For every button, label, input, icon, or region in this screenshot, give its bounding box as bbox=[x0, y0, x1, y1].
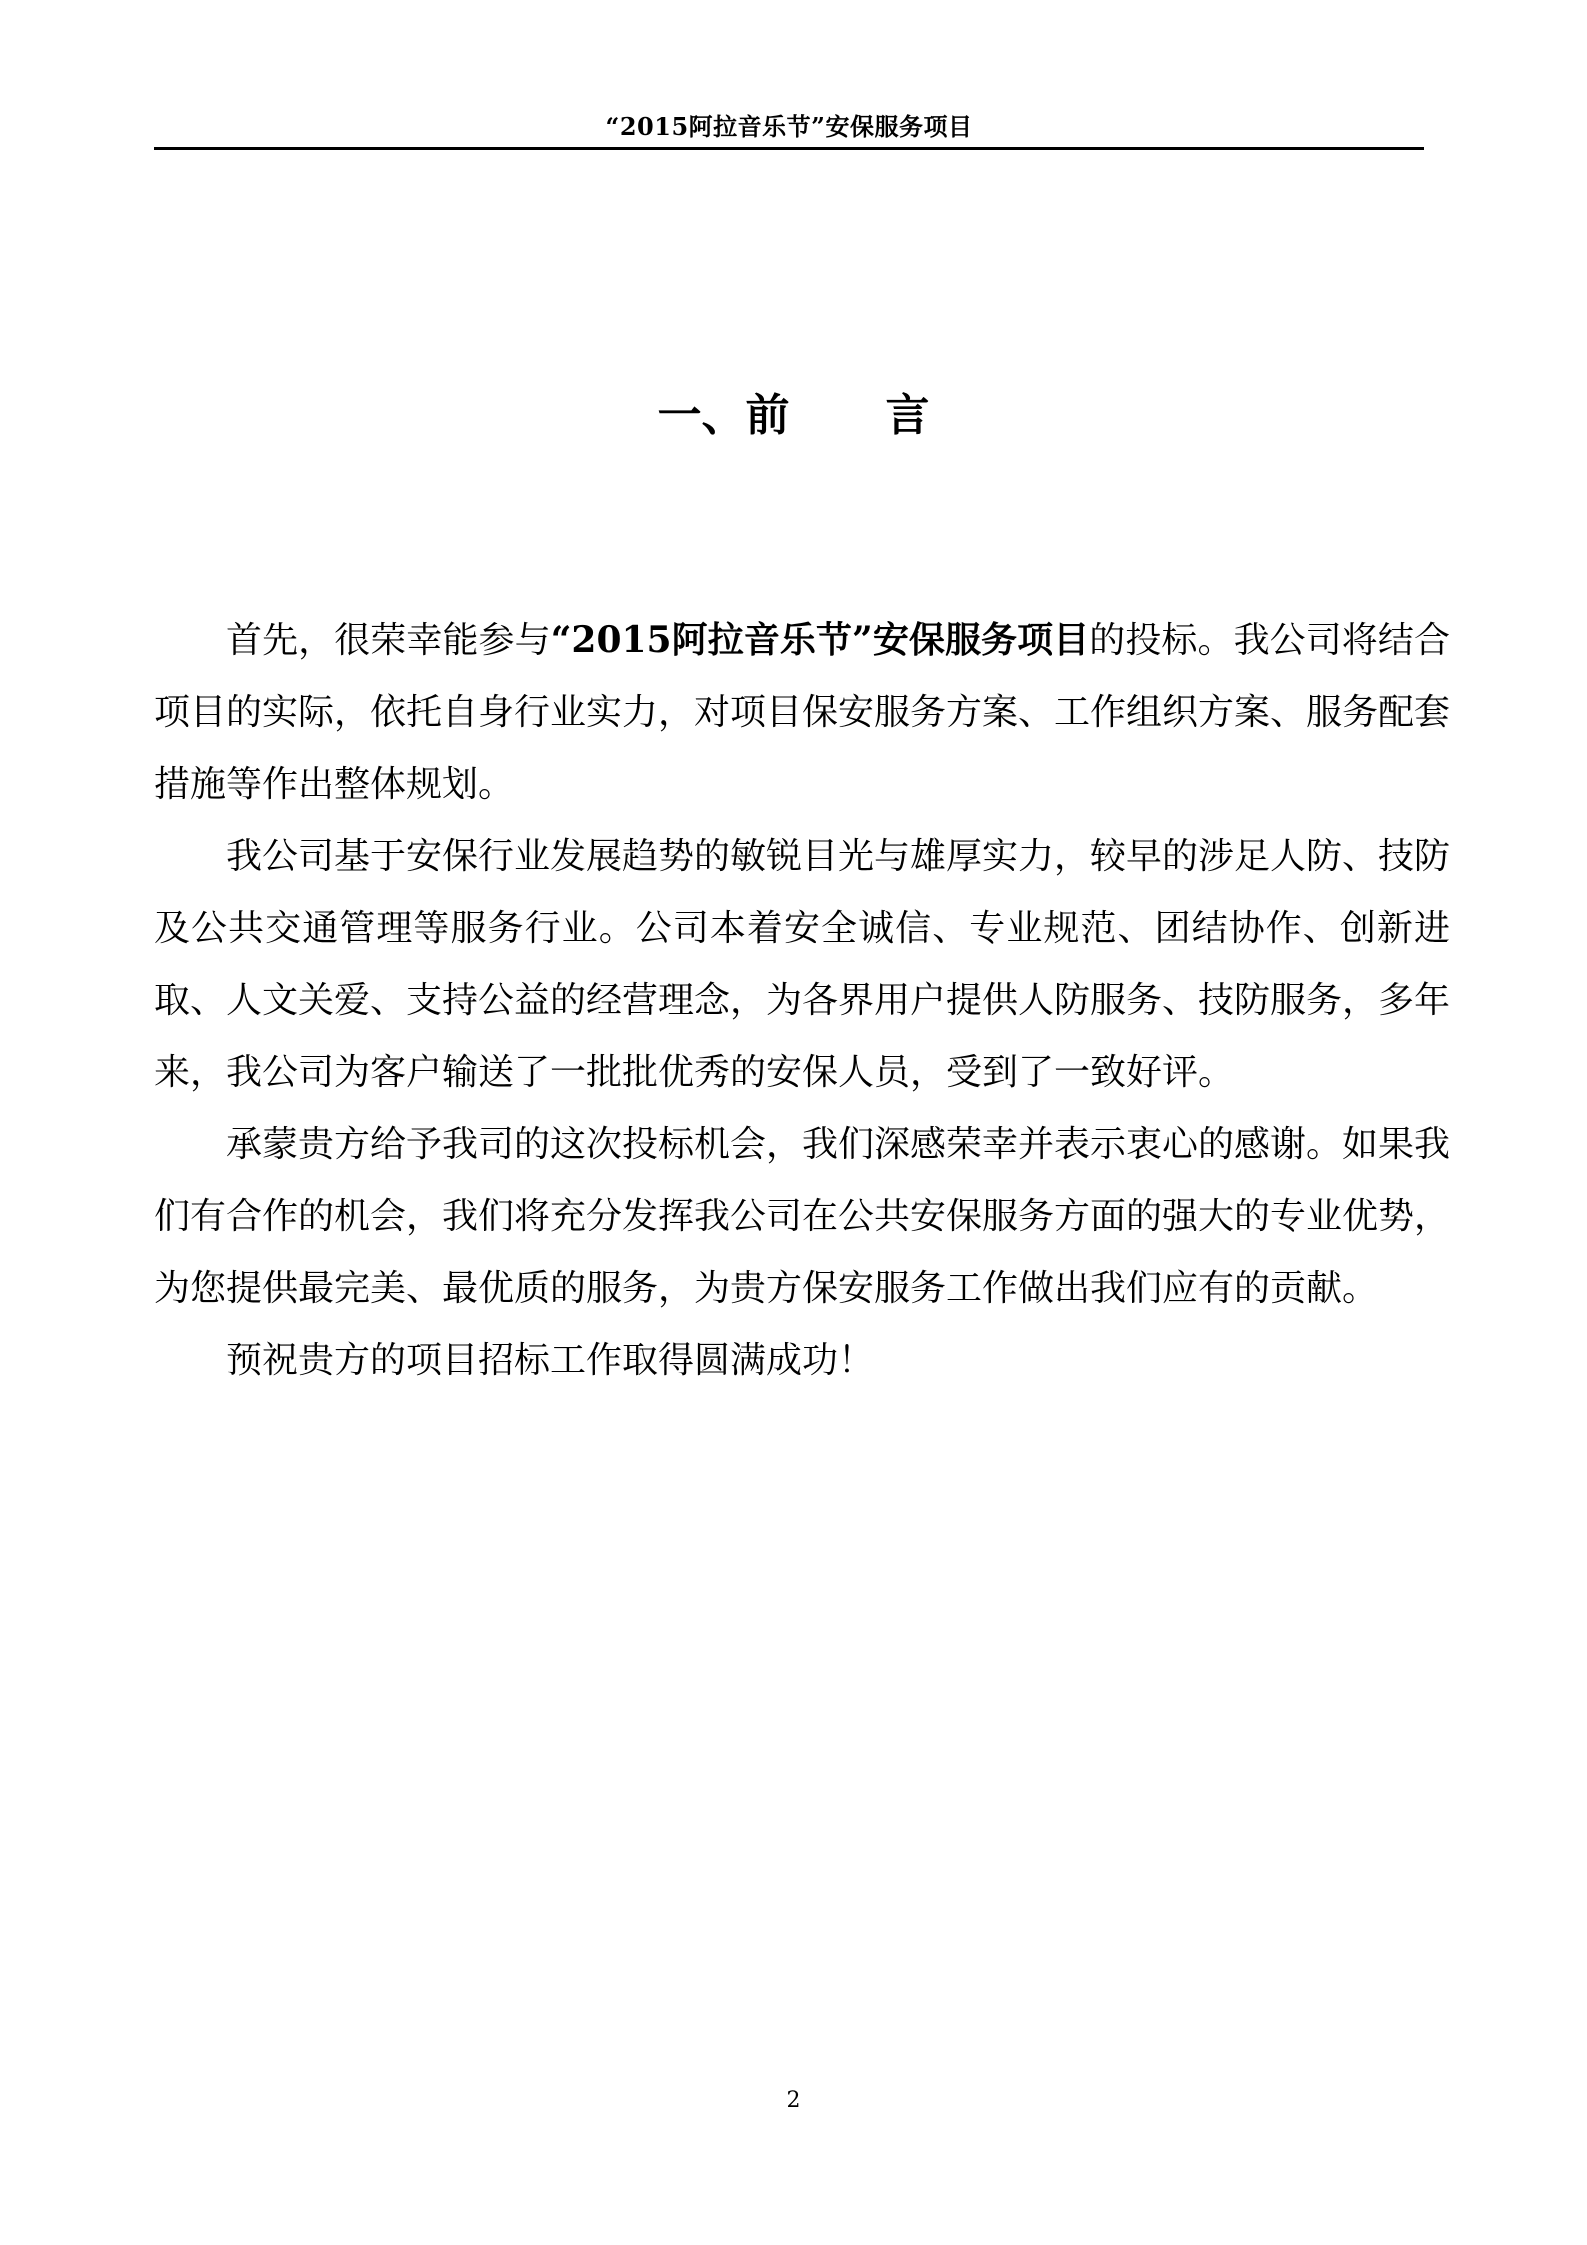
header-rule bbox=[154, 147, 1424, 150]
paragraph-closing: 预祝贵方的项目招标工作取得圆满成功！ bbox=[226, 1340, 875, 1381]
section-title-char-1: 前 bbox=[745, 390, 790, 441]
paragraph-company: 我公司基于安保行业发展趋势的敏锐目光与雄厚实力，较早的涉足人防、技防及公共交通管理等服务行业。公司本着安全诚信、专业规范、团结协作、创新进取、人文关爱、支持公益的经营理念，为各界用户提供人防服务、技防服务，多年来，我公司为客户输送了一批批优秀的安保人员，受到了一致好评。 bbox=[154, 836, 1451, 1093]
page-number: 2 bbox=[786, 2088, 801, 2113]
running-header: “2015阿拉音乐节”安保服务项目 bbox=[605, 112, 973, 141]
paragraph-intro-lead: 首先，很荣幸能参与 bbox=[226, 620, 551, 661]
section-title-number: 一、 bbox=[657, 390, 746, 441]
section-title bbox=[0, 386, 1587, 446]
body-text bbox=[154, 604, 1450, 1397]
paragraph-thanks: 承蒙贵方给予我司的这次投标机会，我们深感荣幸并表示衷心的感谢。如果我们有合作的机会，我们将充分发挥我公司在公共安保服务方面的强大的专业优势，为您提供最完美、最优质的服务，为贵方保安服务工作做出我们应有的贡献。 bbox=[154, 1124, 1451, 1309]
section-title-char-2: 言 bbox=[885, 390, 930, 441]
paragraph-intro bbox=[154, 604, 1450, 821]
project-name: “2015阿拉音乐节”安保服务项目 bbox=[550, 619, 1090, 661]
paragraph-intro-tail: 的投标。我公司将结合项目的实际，依托自身行业实力，对项目保安服务方案、工作组织方案、服务配套措施等作出整体规划。 bbox=[154, 620, 1451, 805]
